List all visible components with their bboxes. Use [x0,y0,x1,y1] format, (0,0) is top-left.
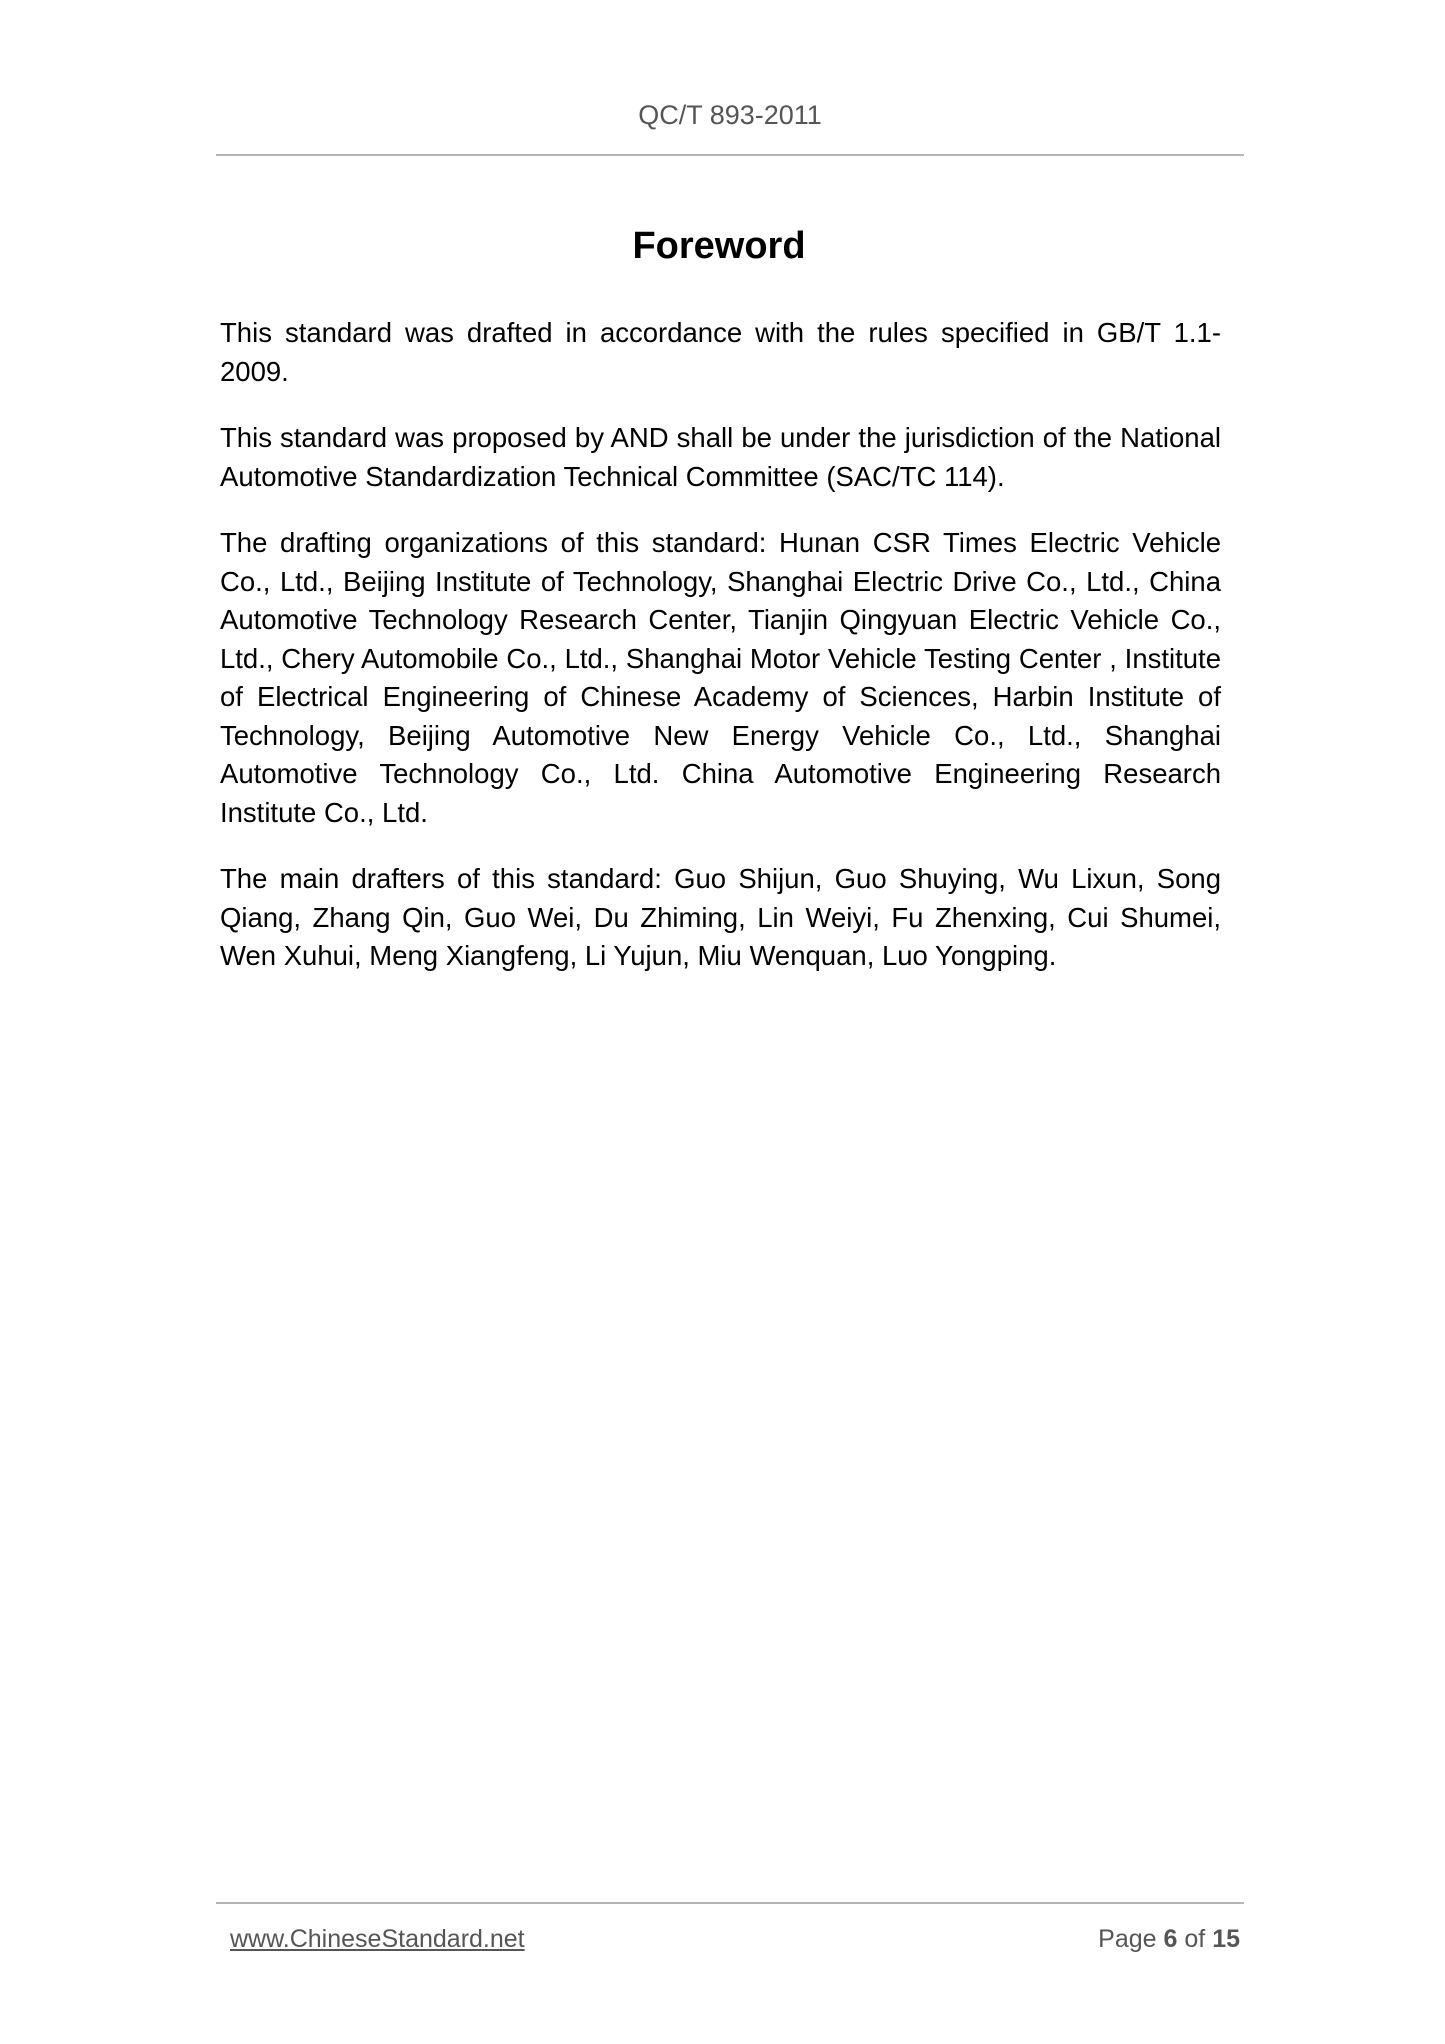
paragraph-main-drafters: The main drafters of this standard: Guo Shijun, Guo Shuying, Wu Lixun, Song Qiang, Zhang Qin, Guo Wei, Du Zhiming, Lin Weiyi, Fu Zhenxing, Cui Shumei, Wen Xuhui, Meng Xiangfeng, Li Yujun, Miu Wenquan, Luo Yongping. [220,863,1221,971]
page-header: QC/T 893-2011 [638,100,822,130]
total-pages: 15 [1212,1925,1240,1953]
paragraph-jurisdiction: This standard was proposed by AND shall be under the jurisdiction of the National Automotive Standardization Technical Committee (SAC/TC 114). [220,422,1221,492]
website-link[interactable]: www.ChineseStandard.net [230,1925,525,1953]
of-label: of [1184,1925,1206,1953]
header-divider [216,154,1244,156]
page-indicator [1098,1925,1240,1954]
paragraph-drafting-organizations: The drafting organizations of this standard: Hunan CSR Times Electric Vehicle Co., Ltd., Beijing Institute of Technology, Shanghai Electric Drive Co., Ltd., China Automotive Technology Research Center, Tianjin Qingyuan Electric Vehicle Co., Ltd., Chery Automobile Co., Ltd., Shanghai Motor Vehicle Testing Center , Institute of Electrical Engineering of Chinese Academy of Sciences, Harbin Institute of Technology, Beijing Automotive New Energy Vehicle Co., Ltd., Shanghai Automotive Technology Co., Ltd. China Automotive Engineering Research Institute Co., Ltd. [220,527,1221,828]
page-title: Foreword [632,225,806,267]
current-page-number: 6 [1163,1925,1178,1953]
footer-divider [216,1902,1244,1904]
paragraph-drafting-rules: This standard was drafted in accordance with the rules specified in GB/T 1.1-2009. [220,317,1221,387]
document-body [220,314,1221,1004]
page-label: Page [1098,1925,1157,1953]
